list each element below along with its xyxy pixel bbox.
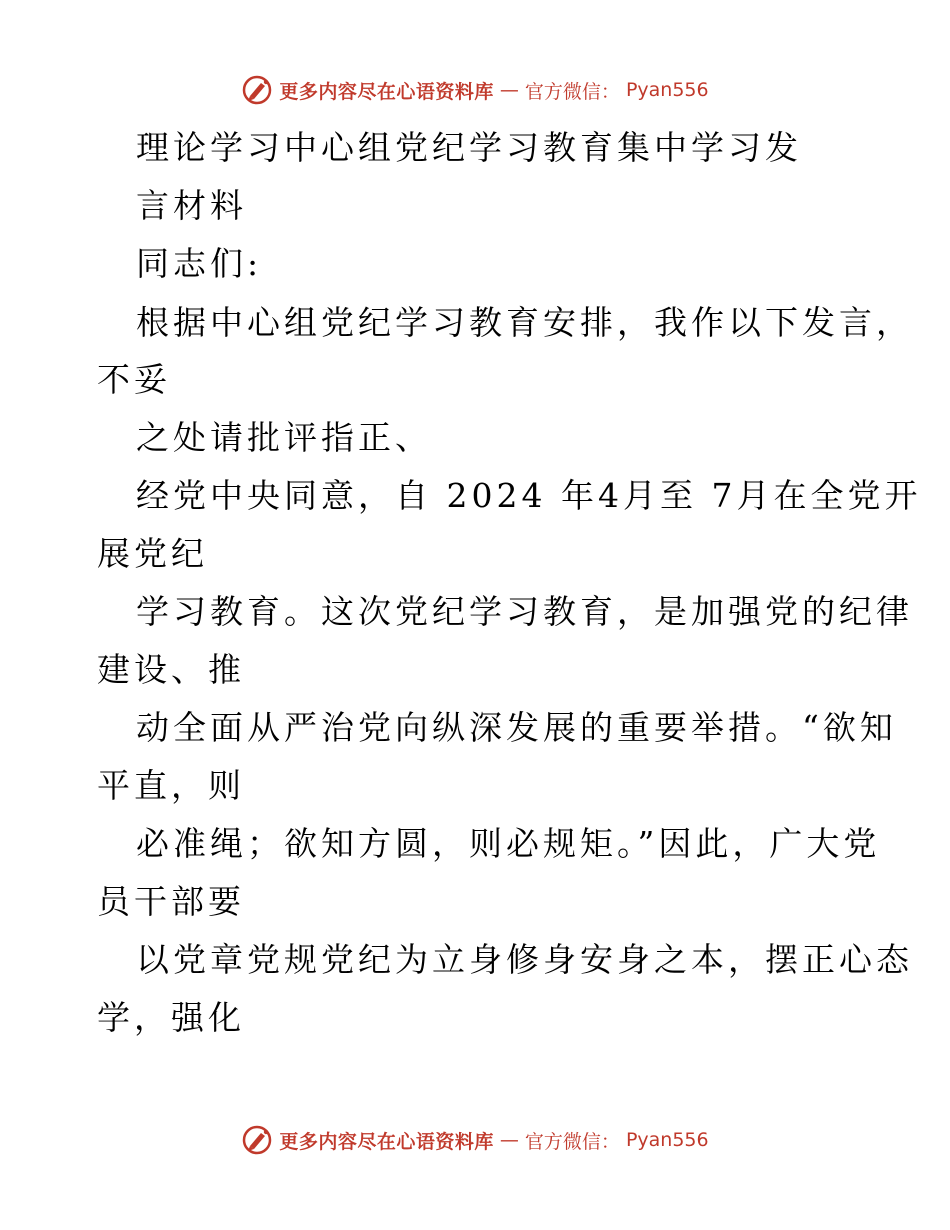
footer-watermark xyxy=(0,1120,950,1160)
watermark-wechat-id: Pyan556 xyxy=(625,79,709,101)
watermark-main-text: 更多内容尽在心语资料库 xyxy=(279,80,494,103)
paragraph-line: 不妥 xyxy=(97,360,171,399)
watermark-wechat-label: 官方微信： xyxy=(524,80,620,103)
paragraph-line: 以党章党规党纪为立身修身安身之本，摆正心态 xyxy=(136,940,913,979)
header-watermark xyxy=(0,70,950,110)
paragraph-line: 动全面从严治党向纵深发展的重要举措。“欲知 xyxy=(136,708,897,747)
watermark-main-text: 更多内容尽在心语资料库 xyxy=(279,1130,494,1153)
watermark-dash: — xyxy=(499,1129,519,1151)
watermark-wechat-label: 官方微信： xyxy=(524,1130,620,1153)
paragraph-line: 之处请批评指正、 xyxy=(136,418,432,457)
paragraph-line: 展党纪 xyxy=(97,534,208,573)
paragraph-line: 必准绳；欲知方圆，则必规矩。”因此，广大党 xyxy=(136,824,881,863)
salutation: 同志们: xyxy=(136,244,263,283)
paragraph-line: 建设、推 xyxy=(97,650,245,689)
paragraph-line: 根据中心组党纪学习教育安排，我作以下发言， xyxy=(136,303,913,342)
document-title-line-1: 理论学习中心组党纪学习教育集中学习发 xyxy=(136,128,802,167)
watermark-wechat-id: Pyan556 xyxy=(625,1129,709,1151)
pen-seal-icon xyxy=(241,1124,273,1156)
paragraph-line: 平直，则 xyxy=(97,766,245,805)
pen-seal-icon xyxy=(241,74,273,106)
paragraph-line: 学习教育。这次党纪学习教育，是加强党的纪律 xyxy=(136,592,913,631)
paragraph-line: 学，强化 xyxy=(97,998,245,1037)
paragraph-line: 经党中央同意，自 2024 年4月至 7月在全党开 xyxy=(136,476,922,515)
watermark-dash: — xyxy=(499,79,519,101)
document-title-line-2: 言材料 xyxy=(136,186,247,225)
paragraph-line: 员干部要 xyxy=(97,882,245,921)
